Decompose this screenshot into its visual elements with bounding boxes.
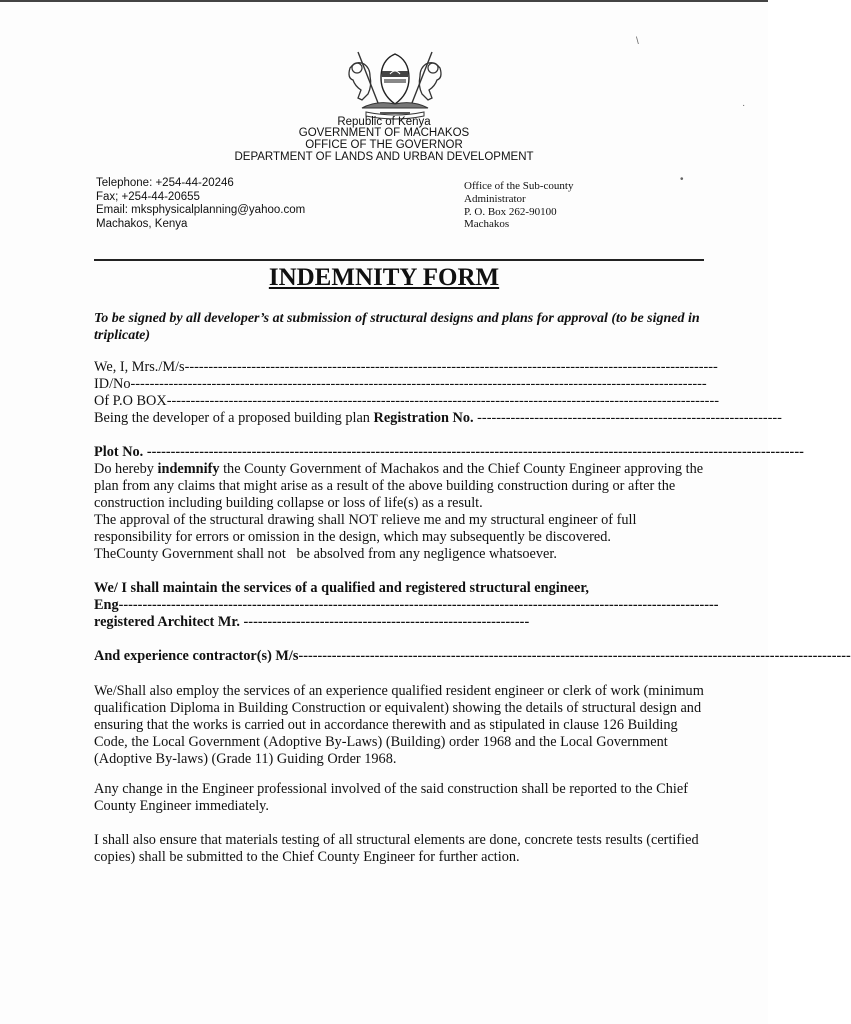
registration-fill-blank[interactable]: ----------------------------------------------------------------: [473, 410, 782, 426]
engineer-fill-blank[interactable]: ------------------------------------------------------------------------------------------------------------------------------: [118, 597, 719, 613]
header-government: GOVERNMENT OF MACHAKOS: [298, 127, 470, 139]
testing-paragraph: I shall also ensure that materials testing of all structural elements are done, concrete tests results (certified copies) shall be submitted to the Chief County Engineer for further action.: [94, 832, 699, 865]
architect-field-line: [94, 614, 530, 631]
contractor-field-line: [94, 648, 851, 665]
engineer-label: Eng: [94, 597, 119, 613]
approval-statement: The approval of the structural drawing shall NOT relieve me and my structural engineer of full responsibility for errors or omission in the design, which may subsequently be discovered.: [94, 512, 637, 545]
contractor-fill-blank[interactable]: --------------------------------------------------------------------------------------------------------------------: [298, 648, 851, 664]
registration-field-line: [94, 410, 782, 427]
name-field-label: We, I, Mrs./M/s: [94, 359, 185, 375]
indemnify-paragraph: [94, 461, 706, 563]
name-field-line: [94, 359, 718, 376]
telephone-text: Telephone: +254-44-20246: [96, 177, 234, 189]
indemnify-keyword: indemnify: [157, 461, 220, 477]
engineer-field-line: [94, 597, 719, 614]
po-box-text: P. O. Box 262-90100: [464, 205, 557, 218]
employ-paragraph: We/Shall also employ the services of an experience qualified resident engineer or clerk of work (minimum qualification Diploma in Building Construction or equivalent) showing the details of structural design and ensuring that the works is carried out in accordance therewith and as stipulated in clause 126 Building Code, the Local Government (Adoptive By-Laws) (Building) order 1968 and the Local Government (Adoptive By-laws) (Grade 11) Guiding Order 1968.: [94, 683, 704, 767]
location-text: Machakos, Kenya: [96, 217, 188, 230]
county-statement: TheCounty Government shall not be absolved from any negligence whatsoever.: [94, 546, 557, 562]
form-title: [0, 264, 768, 292]
engineer-statement: We/ I shall maintain the services of a qualified and registered structural engineer,: [94, 580, 589, 596]
header-department: DEPARTMENT OF LANDS AND URBAN DEVELOPMENT: [234, 151, 534, 163]
header-republic: Republic of Kenya: [337, 116, 431, 128]
header-office: OFFICE OF THE GOVERNOR: [305, 139, 463, 151]
scan-speck: ·: [742, 100, 746, 111]
header-divider: [94, 259, 704, 261]
id-field-label: ID/No: [94, 376, 131, 392]
change-paragraph: Any change in the Engineer professional involved of the said construction shall be reported to the Chief County Engineer immediately.: [94, 781, 688, 814]
po-box-field-label: Of P.O BOX: [94, 393, 167, 409]
contact-right-block: [464, 180, 573, 231]
scan-edge-line: [0, 0, 768, 2]
contractor-label: And experience contractor(s) M/s: [94, 648, 299, 664]
indemnify-text: the County Government of Machakos and the Chief County Engineer approving the plan from any claims that might arise as a result of the above building construction during or after the construction including building collapse or loss of life(s) as a result.: [94, 461, 704, 511]
po-box-fill-blank[interactable]: --------------------------------------------------------------------------------------------------------------------: [166, 393, 719, 409]
form-title-text: INDEMNITY FORM: [268, 264, 500, 291]
id-fill-blank[interactable]: -------------------------------------------------------------------------------------------------------------------------: [130, 376, 707, 392]
registration-label: Registration No.: [373, 410, 474, 426]
plot-field-line: [94, 444, 804, 461]
architect-fill-blank[interactable]: ------------------------------------------------------------: [239, 614, 530, 630]
administrator-text: Administrator: [464, 192, 526, 205]
scan-speck: \: [636, 36, 639, 47]
id-field-line: [94, 376, 707, 393]
architect-label: registered Architect Mr.: [94, 614, 240, 630]
sub-county-office-text: Office of the Sub-county: [464, 180, 574, 192]
name-fill-blank[interactable]: ----------------------------------------------------------------------------------------------------------------: [184, 359, 718, 375]
developer-text: Being the developer of a proposed building plan: [94, 410, 374, 426]
form-instructions: To be signed by all developer’s at submission of structural designs and plans for approval (to be signed in triplicate): [94, 311, 700, 343]
email-text: Email: mksphysicalplanning@yahoo.com: [96, 204, 306, 216]
coat-of-arms-icon: [340, 46, 450, 118]
contact-left-block: [96, 177, 305, 231]
fax-text: Fax; +254-44-20655: [96, 190, 200, 203]
po-box-field-line: [94, 393, 719, 410]
indemnify-prefix: Do hereby: [94, 461, 158, 477]
town-text: Machakos: [464, 218, 510, 231]
plot-fill-blank[interactable]: ------------------------------------------------------------------------------------------------------------------------------------------: [143, 444, 804, 460]
plot-label: Plot No.: [94, 444, 144, 460]
scan-speck: •: [680, 174, 684, 185]
